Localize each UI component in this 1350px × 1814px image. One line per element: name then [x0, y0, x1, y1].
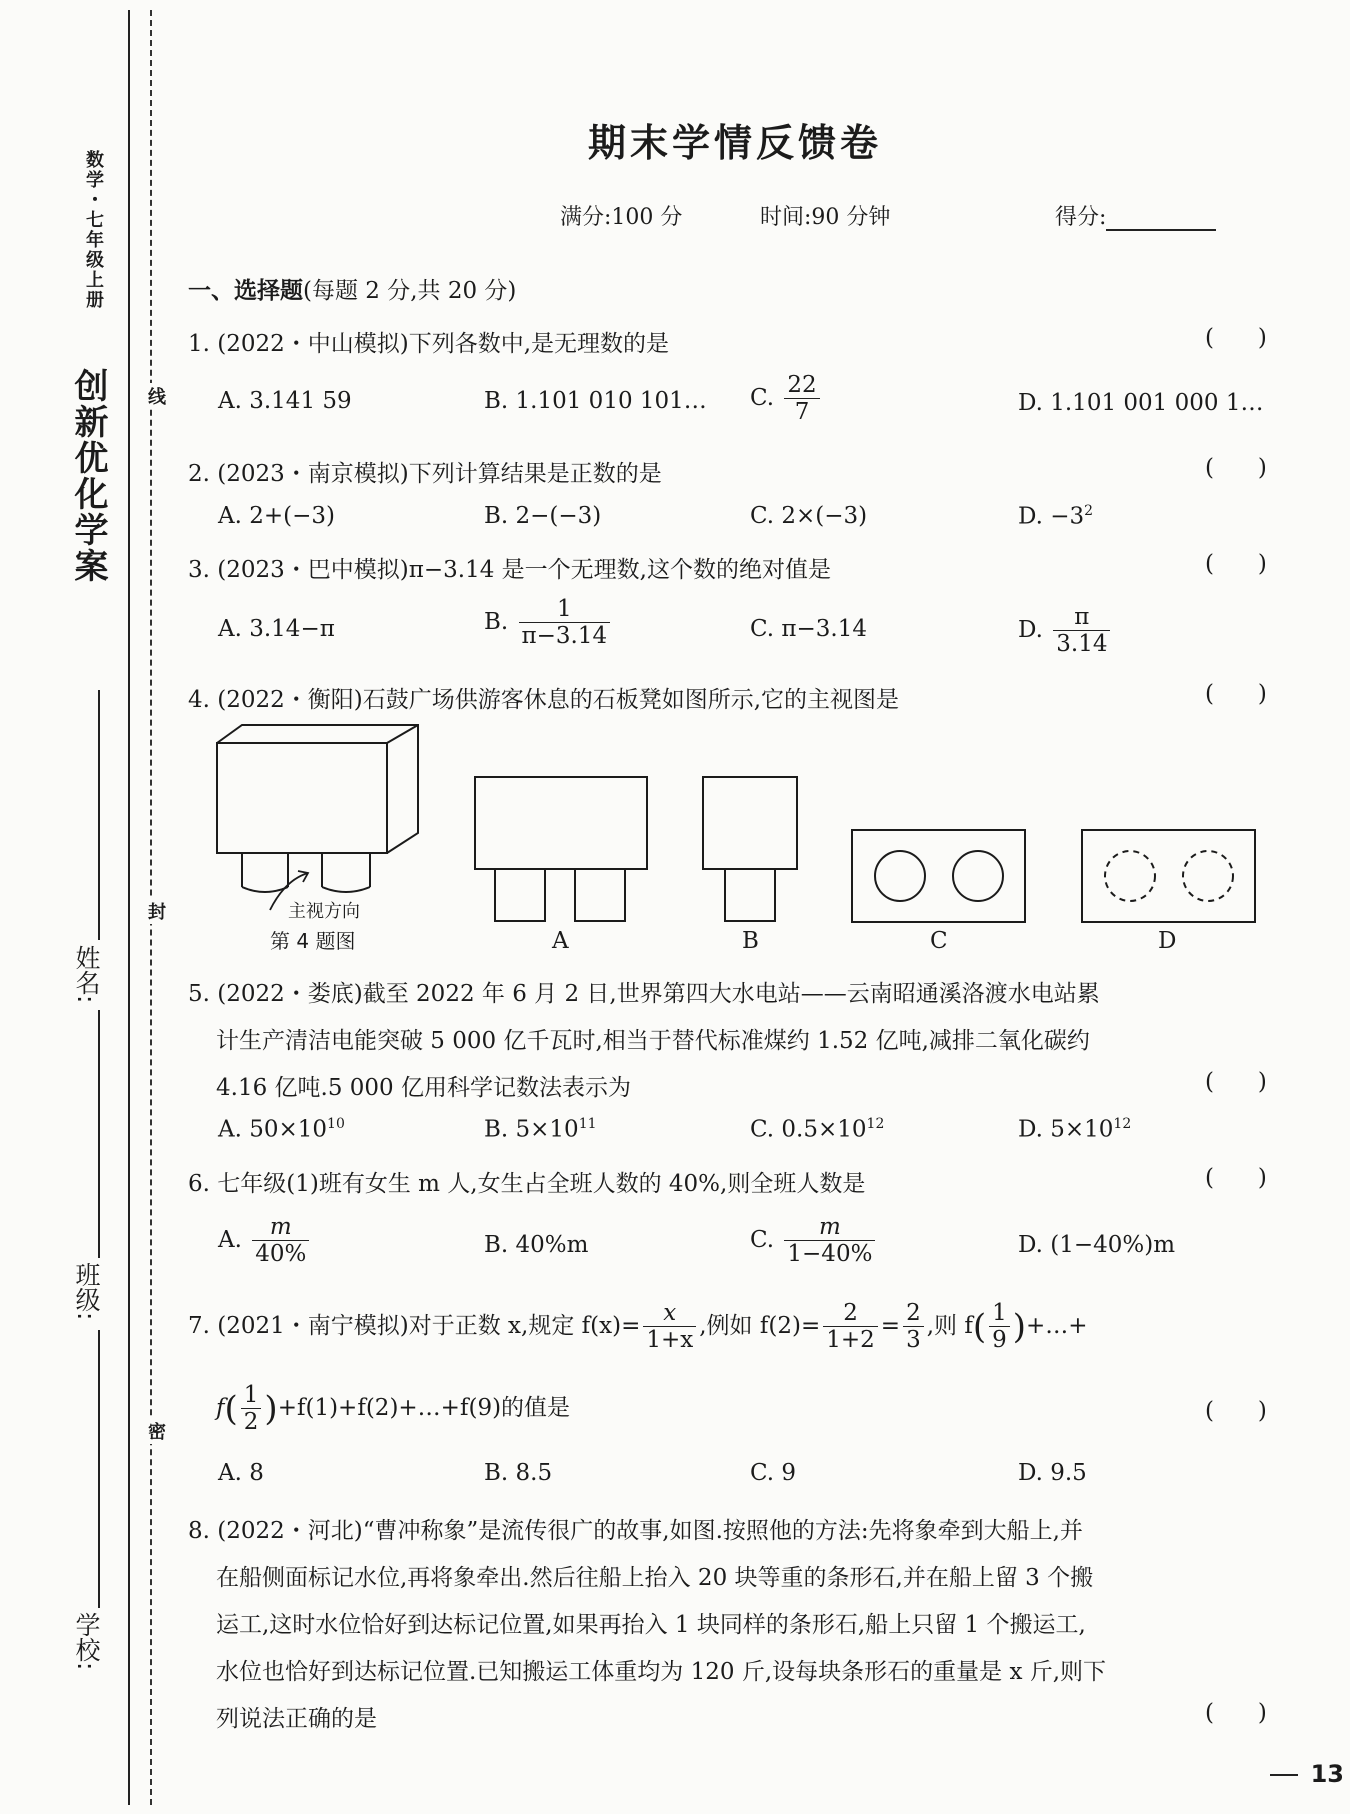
q7-option-a: A. 8: [218, 1460, 264, 1486]
q6-answer-paren[interactable]: ( ): [1205, 1165, 1267, 1191]
q5-b-exponent: 11: [578, 1116, 597, 1132]
q7-stem-line1: 7. (2021・南宁模拟)对于正数 x,规定 f(x)= $\frac{x}{1+x}$ ,例如 f(2)= $\frac{2}{1+2}$ = $\frac{2}{3}$ ,则 f( $\frac{1}{9}$ )+…+: [188, 1300, 1088, 1354]
q5-d-base: D. 5×10: [1018, 1116, 1114, 1143]
q1-option-d: D. 1.101 001 000 1…: [1018, 390, 1264, 416]
q7-plus-dots: +…+: [1026, 1312, 1088, 1339]
q7-ninth-denominator: 9: [992, 1327, 1007, 1354]
section-heading: [188, 272, 516, 305]
q7-then: ,则 f: [926, 1312, 973, 1339]
q5-a-base: A. 50×10: [218, 1116, 328, 1143]
q7-equals: =: [880, 1312, 901, 1339]
class-field-line[interactable]: [98, 1010, 100, 1258]
q2-d-exponent: 2: [1084, 503, 1094, 519]
q5-option-a: [218, 1116, 345, 1143]
q2-stem: 2. (2023・南京模拟)下列计算结果是正数的是: [188, 461, 662, 487]
q5-option-b: [484, 1116, 597, 1143]
q4-option-b-label: B: [742, 928, 759, 954]
q6-option-a-label: A.: [218, 1226, 242, 1253]
q3-option-a: A. 3.14−π: [218, 616, 335, 642]
q6-a-denominator: 40%: [255, 1241, 307, 1268]
q6-stem: 6. 七年级(1)班有女生 m 人,女生占全班人数的 40%,则全班人数是: [188, 1171, 866, 1197]
q1-option-c-label: C.: [750, 384, 775, 411]
q7-option-c: C. 9: [750, 1460, 797, 1486]
q4-option-a-label: A: [552, 928, 569, 954]
q3-answer-paren[interactable]: ( ): [1205, 551, 1267, 577]
q1-c-numerator: 22: [784, 372, 819, 399]
q7-stem-line2: f( $\frac{1}{2}$ )+f(1)+f(2)+…+f(9)的值是: [216, 1382, 571, 1436]
name-field-line[interactable]: [98, 690, 100, 940]
q5-c-exponent: 12: [866, 1116, 885, 1132]
q3-d-denominator: 3.14: [1056, 631, 1108, 658]
seal-mark-secret: 密: [142, 1418, 168, 1444]
q1-option-a: A. 3.141 59: [218, 388, 352, 414]
q2-answer-paren[interactable]: ( ): [1205, 455, 1267, 481]
q3-b-numerator: 1: [519, 596, 611, 623]
q4-option-c-figure: [852, 830, 1025, 922]
q3-option-d: [1018, 604, 1113, 658]
q7-option-b: B. 8.5: [484, 1460, 553, 1486]
q7-half-numerator: 1: [241, 1382, 262, 1409]
q8-stem-line5: 列说法正确的是: [216, 1706, 377, 1732]
score-label: 得分:: [1055, 205, 1107, 230]
q6-c-denominator: 1−40%: [787, 1241, 873, 1268]
q5-d-exponent: 12: [1113, 1116, 1132, 1132]
seal-mark-seal: 封: [142, 898, 168, 924]
q4-option-b-figure: [703, 777, 797, 921]
q6-option-b: B. 40%m: [484, 1232, 589, 1258]
q6-option-c-label: C.: [750, 1226, 775, 1253]
full-score: 满分:100 分: [560, 205, 683, 230]
q2-option-a: A. 2+(−3): [218, 503, 335, 529]
q5-c-base: C. 0.5×10: [750, 1116, 867, 1143]
time-limit: 时间:90 分钟: [760, 205, 891, 230]
score-blank[interactable]: [1106, 203, 1216, 231]
q7-def-denominator: 1+x: [646, 1327, 694, 1354]
page-title: 期末学情反馈卷: [587, 121, 882, 165]
q7-ex-denominator: 1+2: [826, 1327, 875, 1354]
q2-d-base: D. −3: [1018, 503, 1085, 530]
q2-option-d: [1018, 503, 1093, 530]
q2-option-c: C. 2×(−3): [750, 503, 868, 529]
q8-answer-paren[interactable]: ( ): [1205, 1700, 1267, 1726]
q5-option-c: [750, 1116, 884, 1143]
q6-option-c: [750, 1214, 878, 1268]
q3-b-denominator: π−3.14: [521, 623, 608, 650]
school-field-line[interactable]: [98, 1330, 100, 1608]
q6-option-d: D. (1−40%)m: [1018, 1232, 1176, 1258]
q8-stem-line3: 运工,这时水位恰好到达标记位置,如果再抬入 1 块同样的条形石,船上只留 1 个搬运工,: [216, 1612, 1086, 1638]
q1-answer-paren[interactable]: ( ): [1205, 325, 1267, 351]
school-field-label: 学校:: [72, 1612, 101, 1671]
q5-stem-line2: 计生产清洁电能突破 5 000 亿千瓦时,相当于替代标准煤约 1.52 亿吨,减排二氧化碳约: [216, 1028, 1090, 1054]
q4-figures: [200, 715, 1280, 965]
q3-option-b-label: B.: [484, 608, 509, 635]
q7-answer-paren[interactable]: ( ): [1205, 1398, 1267, 1424]
q8-stem-line4: 水位也恰好到达标记位置.已知搬运工体重均为 120 斤,设每块条形石的重量是 x 斤,则下: [216, 1659, 1107, 1685]
q5-answer-paren[interactable]: ( ): [1205, 1069, 1267, 1095]
q1-stem: 1. (2022・中山模拟)下列各数中,是无理数的是: [188, 331, 670, 357]
q8-stem-line2: 在船侧面标记水位,再将象牵出.然后往船上抬入 20 块等重的条形石,并在船上留 3 个搬: [216, 1565, 1094, 1591]
q3-stem: 3. (2023・巴中模拟)π−3.14 是一个无理数,这个数的绝对值是: [188, 557, 831, 583]
q4-bench-figure: [217, 725, 418, 910]
q2-option-b: B. 2−(−3): [484, 503, 602, 529]
q7-line2-rest: +f(1)+f(2)+…+f(9)的值是: [277, 1394, 571, 1421]
q3-d-numerator: π: [1053, 604, 1110, 631]
q8-stem-line1: 8. (2022・河北)“曹冲称象”是流传很广的故事,如图.按照他的方法:先将象牵到大船上,并: [188, 1518, 1083, 1544]
q4-figure-caption: 第 4 题图: [270, 929, 356, 953]
q4-answer-paren[interactable]: ( ): [1205, 681, 1267, 707]
q3-option-d-label: D.: [1018, 616, 1043, 643]
q1-c-denominator: 7: [794, 399, 810, 426]
q3-option-c: C. π−3.14: [750, 616, 867, 642]
q5-stem-line1: 5. (2022・娄底)截至 2022 年 6 月 2 日,世界第四大水电站——云南昭通溪洛渡水电站累: [188, 981, 1100, 1007]
section-name: 一、选择题: [188, 278, 303, 304]
q5-a-exponent: 10: [327, 1116, 345, 1132]
q1-option-b: B. 1.101 010 101…: [484, 388, 707, 414]
page-number: 13: [1310, 1760, 1344, 1788]
q4-stem: 4. (2022・衡阳)石鼓广场供游客休息的石板凳如图所示,它的主视图是: [188, 687, 900, 713]
q4-view-direction-label: 主视方向: [288, 901, 360, 922]
q7-example: ,例如 f(2)=: [699, 1312, 821, 1339]
q6-c-numerator: m: [784, 1214, 875, 1241]
q5-option-d: [1018, 1116, 1131, 1143]
q7-result-numerator: 2: [903, 1300, 924, 1327]
q4-option-d-label: D: [1158, 928, 1177, 954]
q5-stem-line3: 4.16 亿吨.5 000 亿用科学记数法表示为: [216, 1075, 631, 1101]
q7-line2-f: f: [216, 1394, 225, 1421]
class-field-label: 班级:: [72, 1262, 101, 1321]
brand-logo-text: 创新优化学案: [68, 368, 108, 584]
subject-label: 数学・七年级上册: [83, 150, 104, 310]
q4-option-a-figure: [475, 777, 647, 921]
q5-b-base: B. 5×10: [484, 1116, 579, 1143]
name-field-label: 姓名:: [72, 945, 101, 1004]
q7-option-d: D. 9.5: [1018, 1460, 1087, 1486]
page-number-dash: [1270, 1774, 1298, 1776]
q7-stem-prefix: 7. (2021・南宁模拟)对于正数 x,规定 f(x)=: [188, 1312, 641, 1339]
seal-mark-line: 线: [142, 383, 168, 409]
binding-line: [128, 10, 130, 1805]
q4-option-d-figure: [1082, 830, 1255, 922]
q7-def-numerator: x: [643, 1300, 696, 1327]
section-note: (每题 2 分,共 20 分): [303, 278, 517, 304]
q7-ex-numerator: 2: [823, 1300, 878, 1327]
score-field: [1055, 200, 1216, 231]
q6-a-numerator: m: [252, 1214, 309, 1241]
q7-result-denominator: 3: [906, 1327, 921, 1354]
q7-half-denominator: 2: [243, 1409, 259, 1436]
q6-option-a: [218, 1214, 312, 1268]
q3-option-b: [484, 596, 613, 650]
q7-ninth-numerator: 1: [989, 1300, 1010, 1327]
q4-option-c-label: C: [930, 928, 948, 954]
q1-option-c: [750, 372, 823, 426]
